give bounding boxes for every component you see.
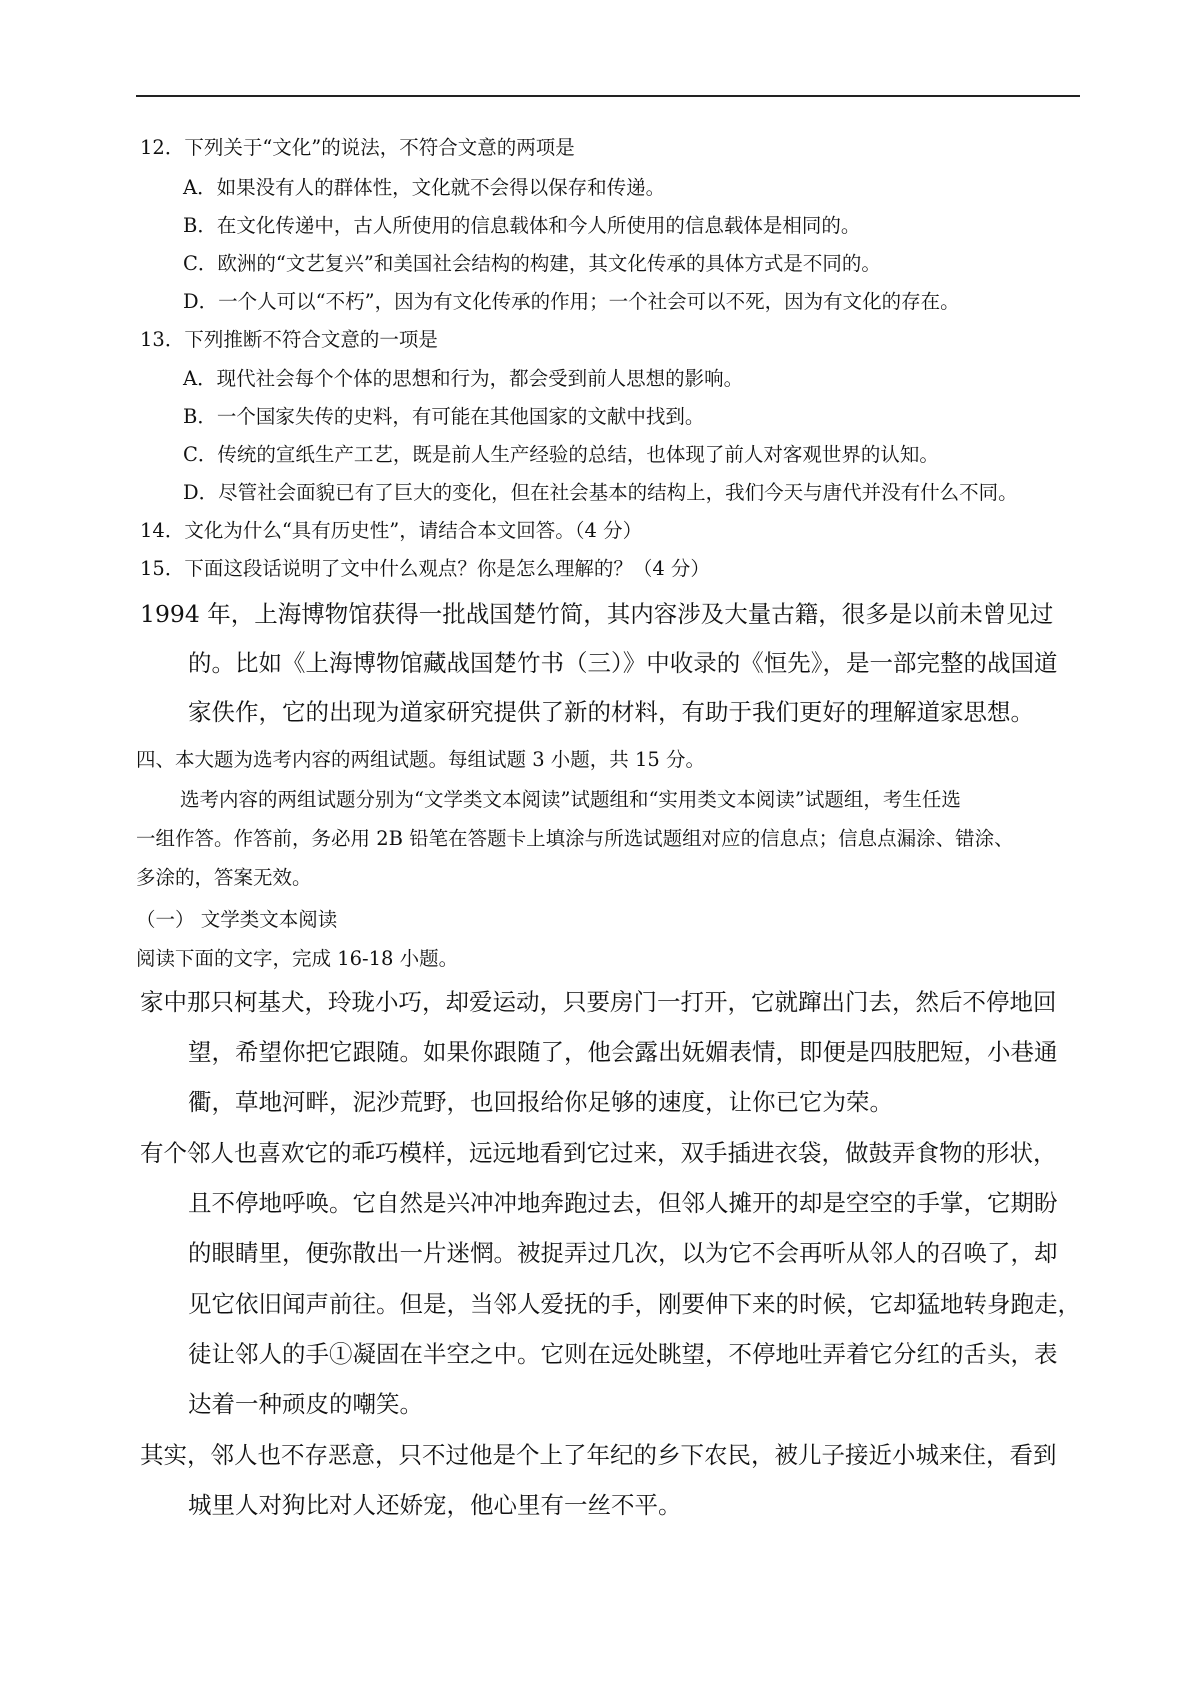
q15-passage-line: 家佚作，它的出现为道家研究提供了新的材料，有助于我们更好的理解道家思想。 <box>188 698 1034 726</box>
section4-instruction-line: 多涂的，答案无效。 <box>136 866 312 889</box>
passage-line: 徒让邻人的手①凝固在半空之中。它则在远处眺望，不停地吐弄着它分红的舌头，表 <box>188 1340 1058 1368</box>
passage-line: 且不停地呼唤。它自然是兴冲冲地奔跑过去，但邻人摊开的却是空空的手掌，它期盼 <box>188 1189 1058 1217</box>
passage-line: 其实，邻人也不存恶意，只不过他是个上了年纪的乡下农民，被儿子接近小城来住，看到 <box>140 1441 1057 1469</box>
q12-option-b: B．在文化传递中，古人所使用的信息载体和今人所使用的信息载体是相同的。 <box>183 214 861 237</box>
passage-line: 达着一种顽皮的嘲笑。 <box>188 1390 423 1418</box>
passage-line: 衢，草地河畔，泥沙荒野，也回报给你足够的速度，让你已它为荣。 <box>188 1088 893 1116</box>
q15: 15．下面这段话说明了文中什么观点？你是怎么理解的？（4 分） <box>140 557 710 580</box>
passage-line: 有个邻人也喜欢它的乖巧模样，远远地看到它过来，双手插进衣袋，做鼓弄食物的形状， <box>140 1139 1057 1167</box>
q15-passage-line: 的。比如《上海博物馆藏战国楚竹书（三）》中收录的《恒先》，是一部完整的战国道 <box>188 649 1058 677</box>
q12-stem: 12．下列关于“文化”的说法，不符合文意的两项是 <box>140 136 575 159</box>
section4-instruction-line: 选考内容的两组试题分别为“文学类文本阅读”试题组和“实用类文本阅读”试题组，考生任选 <box>180 788 961 811</box>
q13-option-b: B．一个国家失传的史料，有可能在其他国家的文献中找到。 <box>183 405 705 428</box>
q12-option-d: D．一个人可以“不朽”，因为有文化传承的作用；一个社会可以不死，因为有文化的存在。 <box>183 290 960 313</box>
read-prompt: 阅读下面的文字，完成 16-18 小题。 <box>136 947 459 970</box>
section4-instruction-line: 一组作答。作答前，务必用 2B 铅笔在答题卡上填涂与所选试题组对应的信息点；信息点漏涂、错涂、 <box>136 827 1014 850</box>
passage-line: 见它依旧闻声前往。但是，当邻人爱抚的手，刚要伸下来的时候，它却猛地转身跑走， <box>188 1290 1081 1318</box>
q13-option-a: A．现代社会每个个体的思想和行为，都会受到前人思想的影响。 <box>183 367 744 390</box>
q13-option-c: C．传统的宣纸生产工艺，既是前人生产经验的总结，也体现了前人对客观世界的认知。 <box>183 443 939 466</box>
passage-line: 城里人对狗比对人还娇宠，他心里有一丝不平。 <box>188 1491 682 1519</box>
q13-option-d: D．尽管社会面貌已有了巨大的变化，但在社会基本的结构上，我们今天与唐代并没有什么不同。 <box>183 481 1018 504</box>
q12-option-c: C．欧洲的“文艺复兴”和美国社会结构的构建，其文化传承的具体方式是不同的。 <box>183 252 881 275</box>
q15-passage-line: 1994 年，上海博物馆获得一批战国楚竹简，其内容涉及大量古籍，很多是以前未曾见过 <box>140 600 1054 628</box>
q13-stem: 13．下列推断不符合文意的一项是 <box>140 328 438 351</box>
passage-line: 望，希望你把它跟随。如果你跟随了，他会露出妩媚表情，即便是四肢肥短，小巷通 <box>188 1038 1058 1066</box>
sub-heading: （一） 文学类文本阅读 <box>136 908 338 931</box>
section4-title: 四、本大题为选考内容的两组试题。每组试题 3 小题，共 15 分。 <box>136 748 706 771</box>
header-rule <box>136 95 1080 97</box>
passage-line: 家中那只柯基犬，玲珑小巧，却爱运动，只要房门一打开，它就蹿出门去，然后不停地回 <box>140 988 1057 1016</box>
q14: 14．文化为什么“具有历史性”，请结合本文回答。（4 分） <box>140 519 643 542</box>
q12-option-a: A．如果没有人的群体性，文化就不会得以保存和传递。 <box>183 176 666 199</box>
passage-line: 的眼睛里，便弥散出一片迷惘。被捉弄过几次，以为它不会再听从邻人的召唤了，却 <box>188 1239 1058 1267</box>
